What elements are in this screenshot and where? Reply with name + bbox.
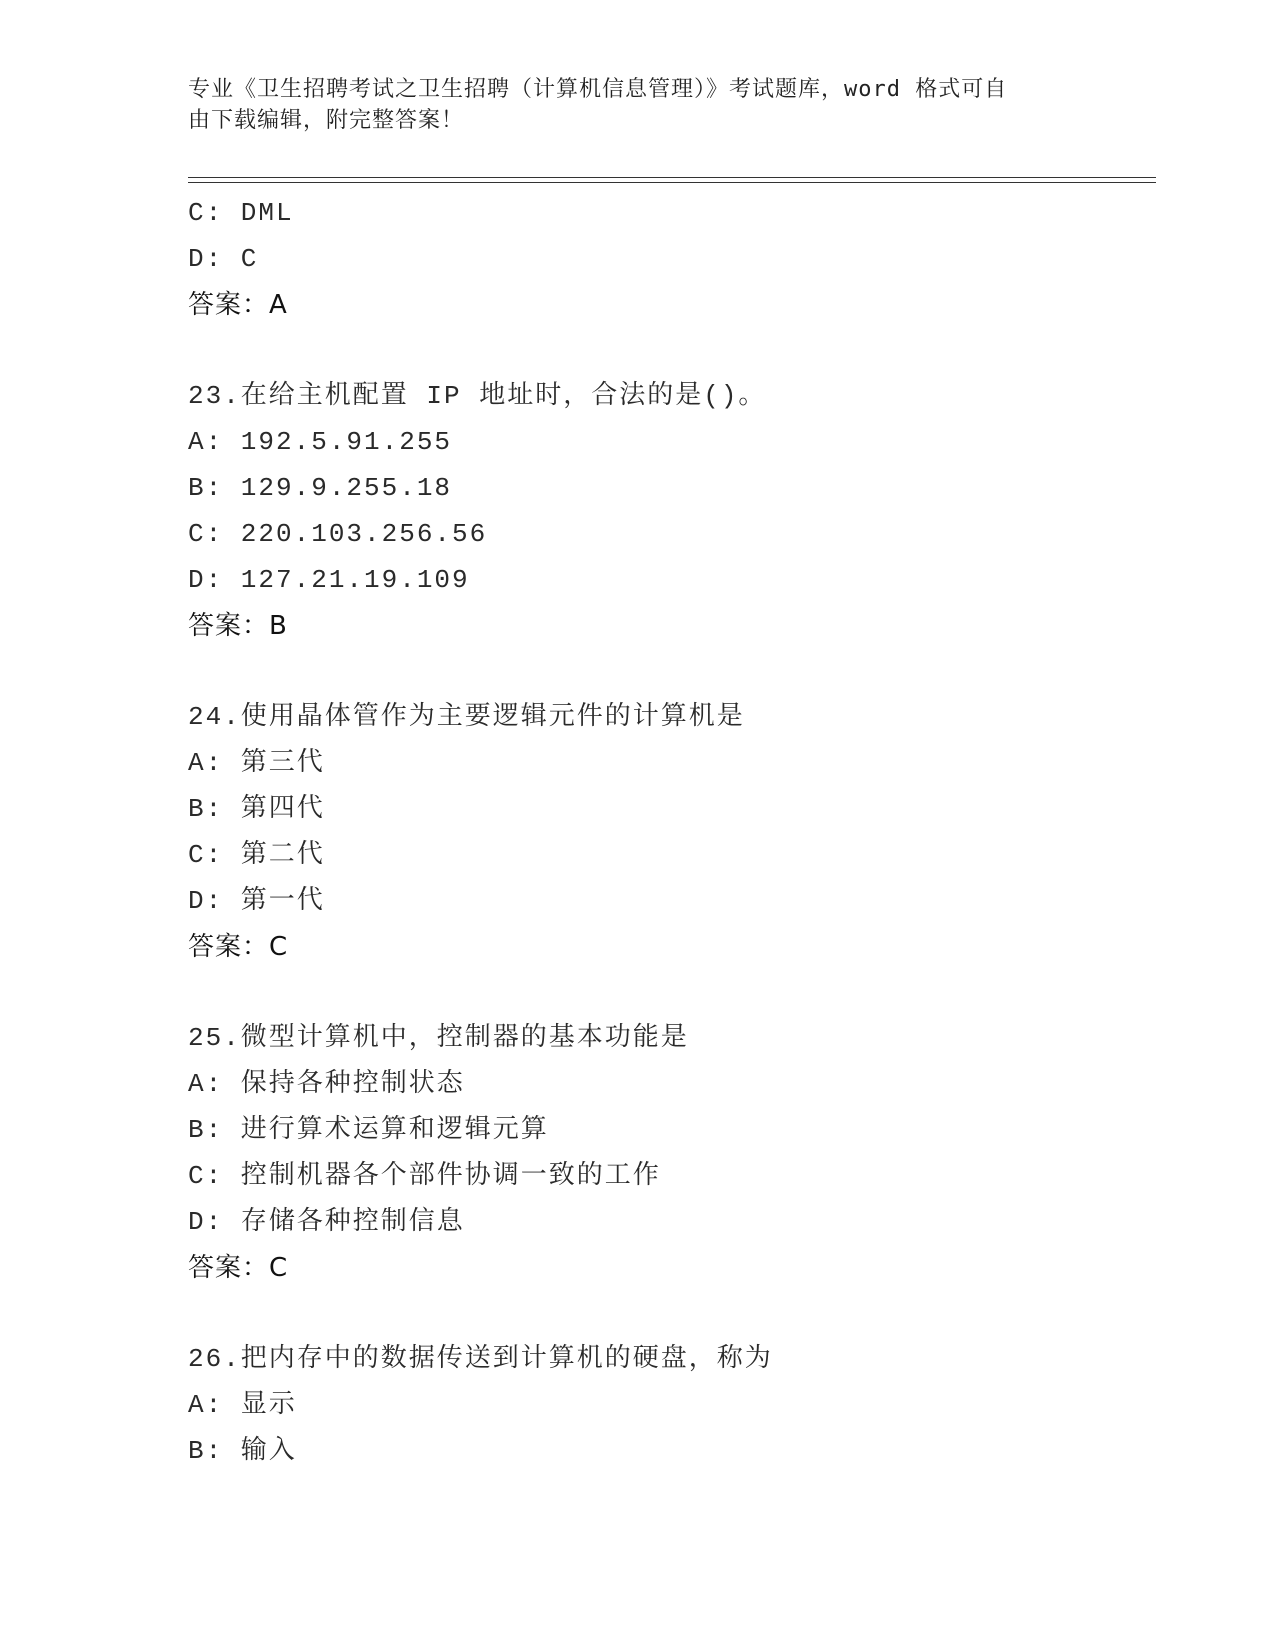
option-c: C: 220.103.256.56 xyxy=(188,519,488,549)
option-d: D: 存储各种控制信息 xyxy=(188,1207,465,1237)
option-a: A: 192.5.91.255 xyxy=(188,427,453,457)
option-a: A: 第三代 xyxy=(188,748,325,778)
answer-line: 答案：C xyxy=(188,932,289,962)
question-title: 26.把内存中的数据传送到计算机的硬盘，称为 xyxy=(188,1344,773,1374)
answer-line: 答案：B xyxy=(188,611,288,641)
question-26 xyxy=(188,1336,1148,1474)
answer-line: 答案：C xyxy=(188,1253,289,1283)
option-b: B: 输入 xyxy=(188,1436,297,1466)
header-line-1: 专业《卫生招聘考试之卫生招聘（计算机信息管理）》考试题库，word 格式可自 xyxy=(188,77,1008,102)
option-c: C: 第二代 xyxy=(188,840,325,870)
option-d: D: 127.21.19.109 xyxy=(188,565,470,595)
header-line-2: 由下载编辑，附完整答案！ xyxy=(188,108,465,133)
question-title: 23.在给主机配置 IP 地址时，合法的是()。 xyxy=(188,381,767,411)
option-b: B: 129.9.255.18 xyxy=(188,473,453,503)
question-22-continuation xyxy=(188,190,1148,328)
option-d: D: C xyxy=(188,244,259,274)
option-b: B: 第四代 xyxy=(188,794,325,824)
question-title: 24.使用晶体管作为主要逻辑元件的计算机是 xyxy=(188,702,745,732)
option-a: A: 保持各种控制状态 xyxy=(188,1069,465,1099)
option-c: C: 控制机器各个部件协调一致的工作 xyxy=(188,1161,661,1191)
question-list xyxy=(188,190,1148,1474)
option-a: A: 显示 xyxy=(188,1390,297,1420)
answer-line: 答案：A xyxy=(188,290,288,320)
option-b: B: 进行算术运算和逻辑元算 xyxy=(188,1115,549,1145)
question-25 xyxy=(188,1015,1148,1291)
question-title: 25.微型计算机中，控制器的基本功能是 xyxy=(188,1023,689,1053)
document-header xyxy=(188,74,1068,136)
option-d: D: 第一代 xyxy=(188,886,325,916)
option-c: C: DML xyxy=(188,198,294,228)
spacer xyxy=(188,328,1148,373)
question-24 xyxy=(188,694,1148,970)
spacer xyxy=(188,649,1148,694)
spacer xyxy=(188,1291,1148,1336)
header-divider-bottom xyxy=(188,182,1156,183)
question-23 xyxy=(188,373,1148,649)
spacer xyxy=(188,970,1148,1015)
header-divider-top xyxy=(188,177,1156,178)
